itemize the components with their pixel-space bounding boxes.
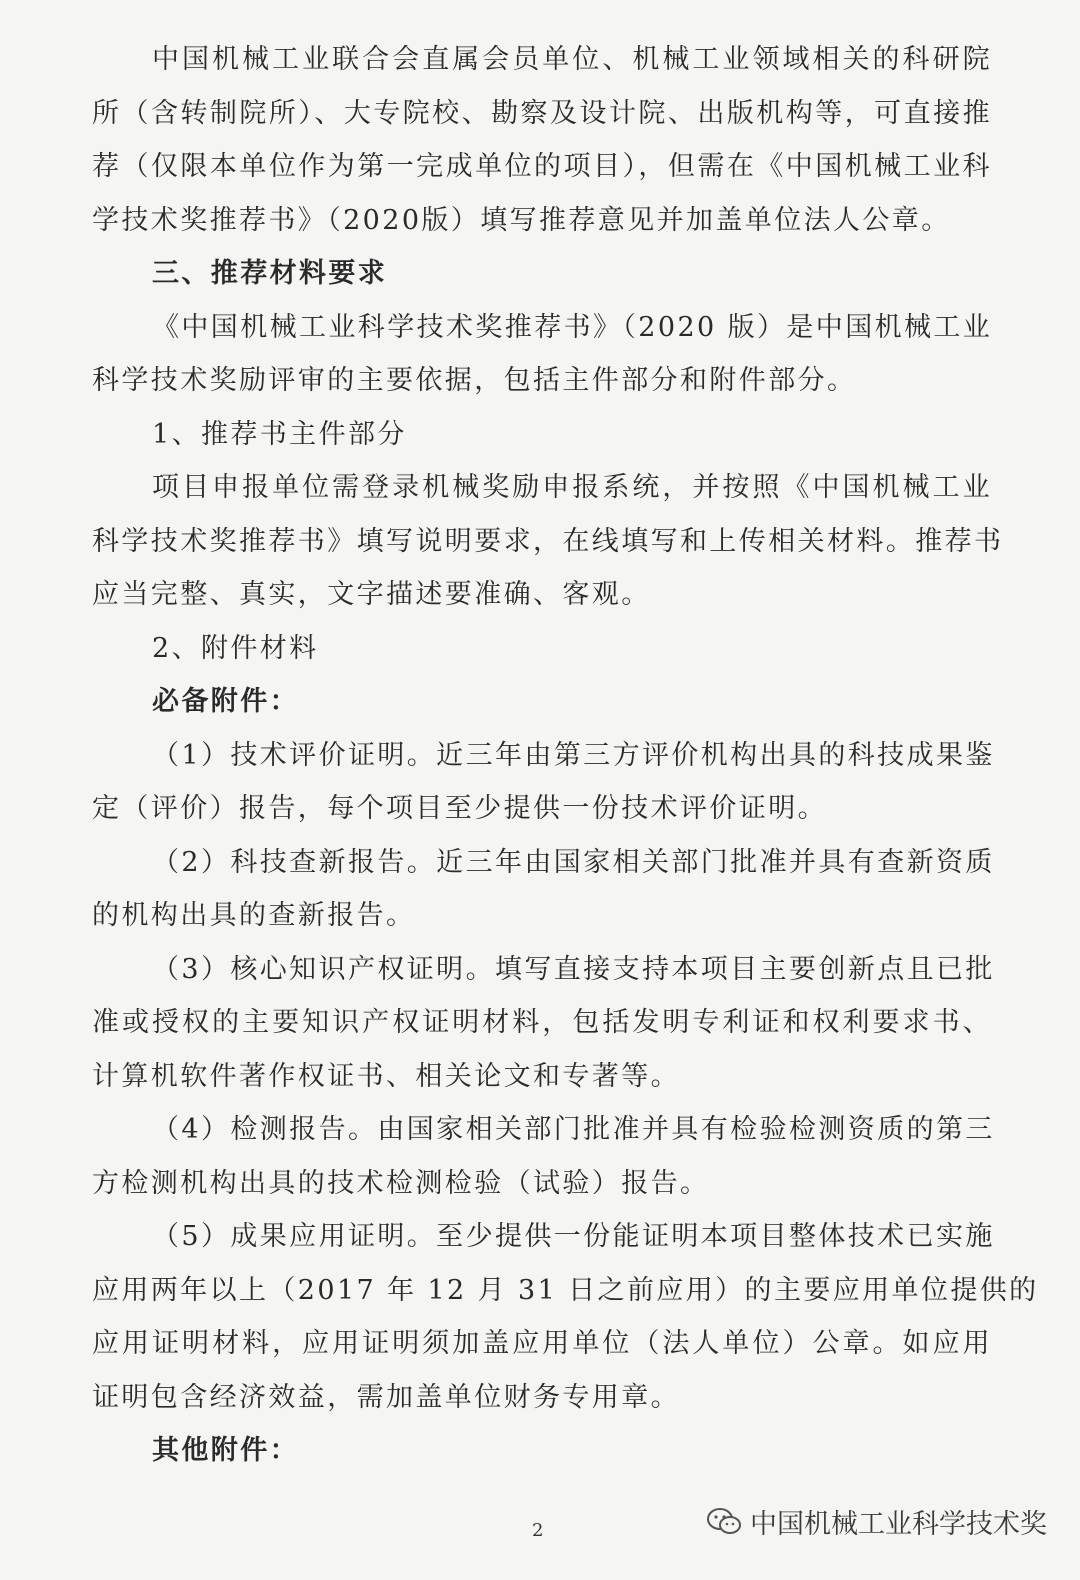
text-line: （5）成果应用证明。至少提供一份能证明本项目整体技术已实施	[152, 1221, 995, 1252]
text-line: （2）科技查新报告。近三年由国家相关部门批准并具有查新资质	[152, 846, 995, 878]
text-line: 定（评价）报告，每个项目至少提供一份技术评价证明。	[92, 793, 827, 824]
text-line: 荐（仅限本单位作为第一完成单位的项目），但需在《中国机械工业科	[92, 151, 992, 182]
text-line: （3）核心知识产权证明。填写直接支持本项目主要创新点且已批	[152, 953, 995, 985]
section-heading: 必备附件：	[152, 686, 299, 717]
text-line: 科学技术奖励评审的主要依据，包括主件部分和附件部分。	[92, 365, 857, 396]
section-heading: 其他附件：	[152, 1435, 299, 1466]
text-line: 1、推荐书主件部分	[152, 418, 407, 450]
text-line: 准或授权的主要知识产权证明材料，包括发明专利证和权利要求书、	[92, 1007, 992, 1038]
text-line: 应当完整、真实，文字描述要准确、客观。	[92, 579, 651, 610]
page-number: 2	[532, 1520, 544, 1541]
text-line: 中国机械工业联合会直属会员单位、机械工业领域相关的科研院	[152, 44, 992, 75]
text-line: 项目申报单位需登录机械奖励申报系统，并按照《中国机械工业	[152, 472, 992, 503]
text-line: 证明包含经济效益，需加盖单位财务专用章。	[92, 1381, 680, 1413]
text-line: 的机构出具的查新报告。	[92, 900, 416, 931]
text-line: （4）检测报告。由国家相关部门批准并具有检验检测资质的第三	[152, 1114, 995, 1145]
text-line: 科学技术奖推荐书》填写说明要求，在线填写和上传相关材料。推荐书	[92, 525, 1004, 557]
text-line: 应用证明材料，应用证明须加盖应用单位（法人单位）公章。如应用	[92, 1328, 992, 1359]
watermark-text: 中国机械工业科学技术奖	[750, 1509, 1047, 1540]
section-heading: 三、推荐材料要求	[152, 258, 388, 289]
text-line: 学技术奖推荐书》（2020版）填写推荐意见并加盖单位法人公章。	[92, 204, 951, 236]
text-line: 应用两年以上（2017 年 12 月 31 日之前应用）的主要应用单位提供的	[92, 1274, 1039, 1306]
text-line: 所（含转制院所）、大专院校、勘察及设计院、出版机构等，可直接推	[92, 97, 992, 129]
text-line: （1）技术评价证明。近三年由第三方评价机构出具的科技成果鉴	[152, 739, 995, 771]
text-line: 计算机软件著作权证书、相关论文和专著等。	[92, 1060, 680, 1092]
wechat-watermark	[706, 1502, 1047, 1541]
text-line: 《中国机械工业科学技术奖推荐书》（2020 版）是中国机械工业	[152, 311, 993, 343]
wechat-icon	[706, 1507, 742, 1537]
text-line: 方检测机构出具的技术检测检验（试验）报告。	[92, 1167, 710, 1199]
text-line: 2、附件材料	[152, 632, 319, 664]
